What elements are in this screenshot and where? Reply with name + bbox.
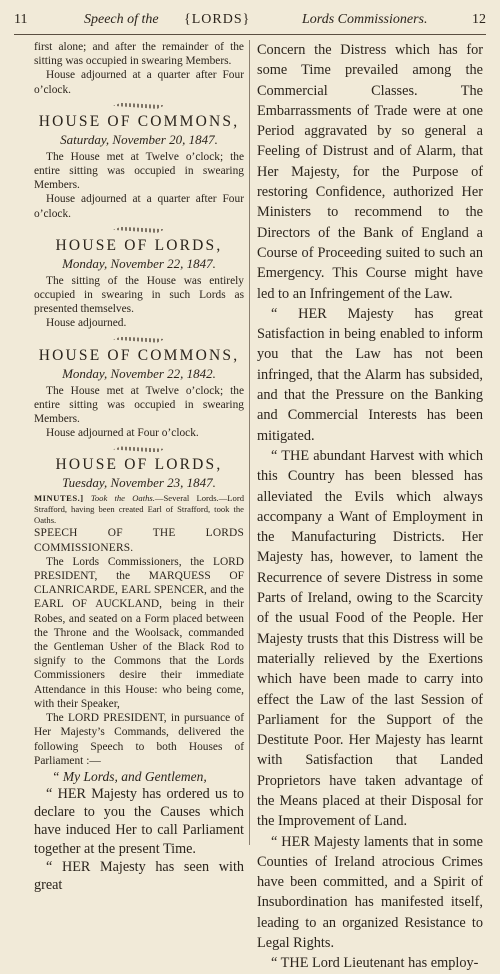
- paragraph: The House met at Twelve o’clock; the entire sitting was occupied in swearing Members.: [34, 384, 244, 426]
- speech-address: “ My Lords, and Gentlemen,: [52, 768, 207, 784]
- left-page-number: 11: [14, 12, 28, 27]
- section-date: Saturday, November 20, 1847.: [60, 131, 218, 147]
- section-date: Tuesday, November 23, 1847.: [62, 475, 216, 491]
- paragraph: The sitting of the House was entirely occupied in swearing in such Lords as presented themselves.: [34, 274, 244, 316]
- running-header: [14, 12, 486, 34]
- speech-paragraph: Concern the Distress which has for some Time prevailed among the Commercial Classes. The Embarrassments of Trade were at one Period aggravated by so general a Feeling of Distrust and of Alarm, that Her Majesty, for the Purpose of restoring Confidence, authorized Her Ministers to recommend to the Directors of the Bank of England a Course of Proceeding suited to such an Emergency. This Course might have led to an Infringement of the Law.: [257, 42, 483, 302]
- speech-paragraph: “ HER Majesty has seen with great: [34, 858, 244, 893]
- ornament-divider: [113, 337, 165, 343]
- section-date: Monday, November 22, 1847.: [62, 255, 216, 271]
- paragraph: House adjourned at Four o’clock.: [46, 427, 199, 440]
- paragraph: House adjourned at a quarter after Four o’clock.: [34, 193, 244, 220]
- ornament-divider: [113, 446, 165, 452]
- paragraph: The LORD PRESIDENT, in pursuance of Her Majesty’s Commands, delivered the following Speech to both Houses of Parliament :—: [34, 712, 244, 767]
- paragraph: House adjourned at a quarter after Four o’clock.: [34, 69, 244, 96]
- minutes-text: —Several Lords.—Lord Strafford, having been created Earl of Strafford, took the Oaths.: [34, 493, 244, 526]
- paragraph: House adjourned.: [46, 317, 127, 330]
- paragraph: The Lords Commissioners, the LORD PRESIDENT, the MARQUESS OF CLANRICARDE, EARL SPENCER, and the EARL OF AUCKLAND, being in their Robes, and seated on a Form placed between the Throne and the Woolsack, commanded the Gentleman Usher of the Black Rod to signify to the Commons that the Lords Commissioners desire their immediate Attendance in this House: who being come, with their Speaker,: [34, 555, 244, 710]
- minutes-note: [34, 493, 244, 526]
- right-page-number: 12: [472, 12, 486, 27]
- paragraph: The House met at Twelve o’clock; the entire sitting was occupied in swearing Members.: [34, 150, 244, 192]
- ornament-divider: [113, 103, 165, 109]
- minutes-label: MINUTES.]: [34, 493, 84, 504]
- speech-paragraph: “ THE abundant Harvest with which this Country has been blessed has alleviated the Evils which always accompany a Want of Employment in the Manufacturing Districts. Her Majesty has, however, to lament the Recurrence of severe Distress in some Parts of Ireland, owing to the Scarcity of the usual Food of the People. Her Majesty trusts that this Distress will be materially relieved by the Exertions which have been made to carry into effect the Law of the last Session of Parliament for the Support of the Destitute Poor. Her Majesty has learnt with Satisfaction that Landed Proprietors have taken advantage of the Means placed at their Disposal for the Improvement of Land.: [257, 447, 483, 830]
- speech-paragraph: “ HER Majesty has great Satisfaction in being enabled to inform you that the Law has not been infringed, that the Alarm has subsided, and that the Pressure on the Banking and Commercial Interests has been mitigated.: [257, 305, 483, 444]
- minutes-italic: Took the Oaths.: [90, 493, 155, 504]
- right-running-head: Lords Commissioners.: [302, 12, 428, 27]
- section-heading: HOUSE OF COMMONS,: [38, 112, 240, 130]
- speech-paragraph: “ HER Majesty laments that in some Counties of Ireland atrocious Crimes have been committed, and a Spirit of Insubordination has manifested itself, leading to an organized Resistance to Legal Rights.: [257, 833, 483, 952]
- speech-paragraph: “ THE Lord Lieutenant has employ-: [271, 955, 479, 972]
- section-heading: HOUSE OF LORDS,: [55, 236, 223, 254]
- speech-heading: SPEECH OF THE LORDS COMMISSIONERS.: [34, 527, 244, 554]
- column-divider: [249, 40, 250, 845]
- left-running-head: Speech of the: [84, 12, 159, 27]
- paragraph: first alone; and after the remainder of the sitting was occupied in swearing Members.: [34, 41, 244, 68]
- header-rule: [14, 34, 486, 35]
- right-column: [257, 40, 483, 972]
- left-column: [34, 40, 244, 893]
- center-running-head: {LORDS}: [184, 12, 251, 27]
- ornament-divider: [113, 227, 165, 233]
- section-heading: HOUSE OF COMMONS,: [38, 346, 240, 364]
- speech-paragraph: “ HER Majesty has ordered us to declare to you the Causes which have induced Her to call Parliament together at the present Time.: [34, 785, 244, 857]
- section-heading: HOUSE OF LORDS,: [55, 456, 223, 474]
- section-date: Monday, November 22, 1842.: [62, 365, 216, 381]
